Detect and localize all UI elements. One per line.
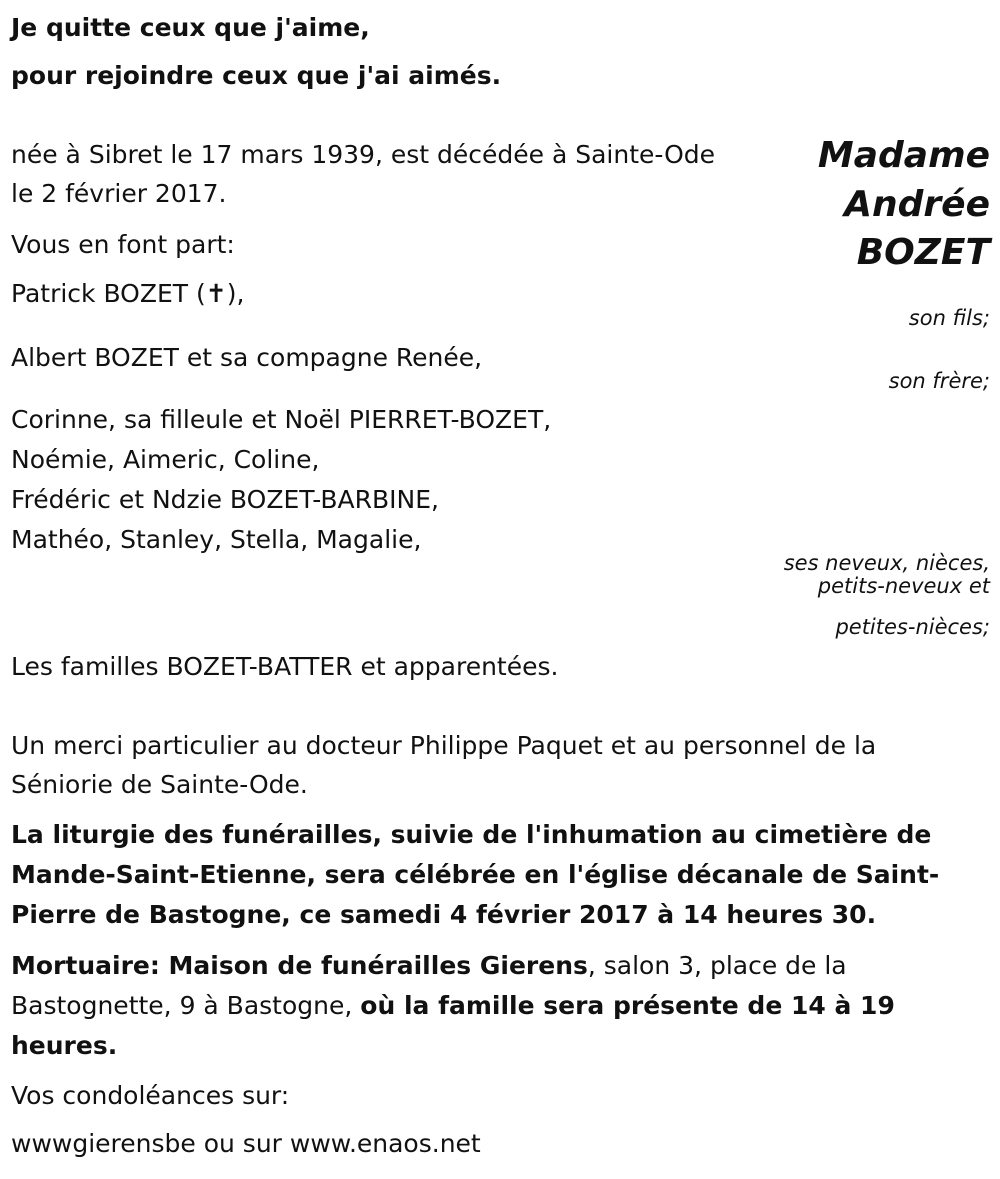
funeral-line-3: Pierre de Bastogne, ce samedi 4 février 2017 à 14 heures 30. — [11, 900, 877, 929]
deceased-last-name: BOZET — [856, 232, 990, 273]
deceased-first-name: Andrée — [844, 184, 990, 225]
families-line: Les familles BOZET-BATTER et apparentées. — [11, 652, 559, 681]
cross-icon: ✝ — [205, 279, 227, 308]
relation-nieces-line-2: petits-neveux et — [817, 574, 990, 598]
mortuary-line-1 — [11, 946, 847, 986]
announcement-intro: Vous en font part: — [11, 230, 235, 259]
relation-nieces-line-1: ses neveux, nièces, — [783, 551, 990, 575]
family-son — [11, 274, 244, 314]
deceased-title: Madame — [817, 135, 990, 176]
mortuary-address-2: Bastognette, 9 à Bastogne, — [11, 991, 361, 1020]
quote-line-2: pour rejoindre ceux que j'ai aimés. — [11, 61, 502, 90]
family-brother: Albert BOZET et sa compagne Renée, — [11, 343, 483, 372]
nieces-line-1: Corinne, sa filleule et Noël PIERRET-BOZET, — [11, 405, 552, 434]
mortuary-presence: où la famille sera présente de 14 à 19 — [360, 991, 895, 1020]
mortuary-line-2 — [11, 986, 895, 1026]
son-suffix: ), — [226, 279, 245, 308]
mortuary-place: Mortuaire: Maison de funérailles Gierens — [11, 951, 588, 980]
funeral-line-1: La liturgie des funérailles, suivie de l'inhumation au cimetière de — [11, 820, 932, 849]
funeral-line-2: Mande-Saint-Etienne, sera célébrée en l'église décanale de Saint- — [11, 860, 940, 889]
mortuary-address-1: , salon 3, place de la — [587, 951, 847, 980]
condolences-label: Vos condoléances sur: — [11, 1081, 290, 1110]
birth-death-line-1: née à Sibret le 17 mars 1939, est décédée à Sainte-Ode — [11, 140, 716, 169]
nieces-line-3: Frédéric et Ndzie BOZET-BARBINE, — [11, 485, 439, 514]
quote-line-1: Je quitte ceux que j'aime, — [11, 13, 370, 42]
relation-nieces-line-3: petites-nièces; — [835, 615, 990, 639]
thanks-line-1: Un merci particulier au docteur Philippe Paquet et au personnel de la — [11, 731, 877, 760]
birth-death-line-2: le 2 février 2017. — [11, 179, 227, 208]
nieces-line-4: Mathéo, Stanley, Stella, Magalie, — [11, 525, 422, 554]
condolences-sites[interactable]: wwwgierensbe ou sur www.enaos.net — [11, 1129, 481, 1158]
mortuary-line-3: heures. — [11, 1031, 118, 1060]
relation-brother: son frère; — [888, 369, 990, 393]
thanks-line-2: Séniorie de Sainte-Ode. — [11, 770, 308, 799]
son-name: Patrick BOZET ( — [11, 279, 206, 308]
relation-son: son fils; — [908, 306, 990, 330]
nieces-line-2: Noémie, Aimeric, Coline, — [11, 445, 320, 474]
